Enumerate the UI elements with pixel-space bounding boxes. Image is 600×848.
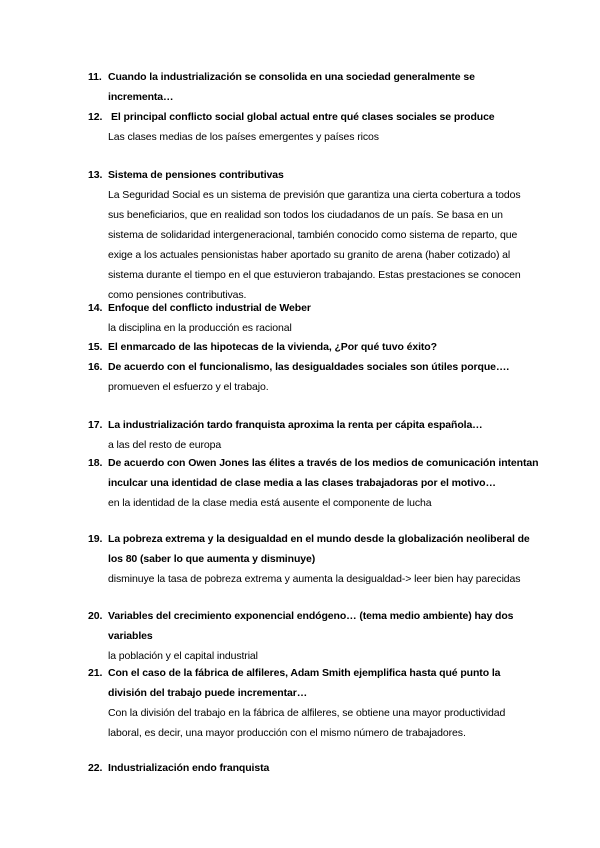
answer-text: en la identidad de la clase media está ausente el componente de lucha bbox=[108, 497, 432, 509]
answer-text: la disciplina en la producción es racional bbox=[108, 322, 292, 334]
question-19 bbox=[0, 529, 600, 589]
question-number: 15. bbox=[88, 341, 103, 353]
question-12 bbox=[0, 107, 600, 147]
question-number: 17. bbox=[88, 419, 103, 431]
question-15 bbox=[0, 337, 600, 357]
question-text: De acuerdo con Owen Jones las élites a través de los medios de comunicación intentan inculcar una identidad de clase media a las clases trabajadoras por el motivo… bbox=[108, 457, 539, 489]
question-11 bbox=[0, 67, 600, 107]
question-number: 22. bbox=[88, 762, 103, 774]
question-20 bbox=[0, 606, 600, 666]
question-number: 11. bbox=[88, 71, 102, 83]
question-14 bbox=[0, 298, 600, 338]
question-18 bbox=[0, 453, 600, 513]
answer-text: promueven el esfuerzo y el trabajo. bbox=[108, 381, 269, 393]
question-text: La industrialización tardo franquista aproxima la renta per cápita española… bbox=[108, 419, 483, 431]
question-text: Enfoque del conflicto industrial de Weber bbox=[108, 302, 311, 314]
question-text: El enmarcado de las hipotecas de la vivienda, ¿Por qué tuvo éxito? bbox=[108, 341, 437, 353]
question-number: 21. bbox=[88, 667, 103, 679]
answer-text: la población y el capital industrial bbox=[108, 650, 258, 662]
question-number: 14. bbox=[88, 302, 103, 314]
question-number: 19. bbox=[88, 533, 103, 545]
question-text: Cuando la industrialización se consolida en una sociedad generalmente se incrementa… bbox=[108, 71, 475, 103]
question-text: El principal conflicto social global actual entre qué clases sociales se produce bbox=[111, 111, 495, 123]
question-text: Con el caso de la fábrica de alfileres, Adam Smith ejemplifica hasta qué punto la división del trabajo puede incrementar… bbox=[108, 667, 501, 699]
question-22 bbox=[0, 758, 600, 778]
question-16 bbox=[0, 357, 600, 397]
question-number: 13. bbox=[88, 169, 103, 181]
question-17 bbox=[0, 415, 600, 455]
question-text: La pobreza extrema y la desigualdad en el mundo desde la globalización neoliberal de los 80 (saber lo que aumenta y disminuye) bbox=[108, 533, 530, 565]
answer-text: Con la división del trabajo en la fábrica de alfileres, se obtiene una mayor productividad laboral, es decir, una mayor producción con el mismo número de trabajadores. bbox=[108, 707, 506, 739]
answer-text: a las del resto de europa bbox=[108, 439, 222, 451]
question-text: De acuerdo con el funcionalismo, las desigualdades sociales son útiles porque…. bbox=[108, 361, 510, 373]
answer-text: disminuye la tasa de pobreza extrema y aumenta la desigualdad-> leer bien hay parecidas bbox=[108, 573, 521, 585]
question-21 bbox=[0, 663, 600, 743]
question-number: 12. bbox=[88, 111, 103, 123]
answer-text: La Seguridad Social es un sistema de previsión que garantiza una cierta cobertura a todos sus beneficiarios, que en realidad son todos los ciudadanos de un país. Se basa en un sistema de solidaridad intergeneracional, también conocido como sistema de reparto, que exige a los actuales pensionistas haber aportado su granito de arena (haber cotizado) al sistema durante el tiempo en el que estuvieron trabajando. Estas prestaciones se conocen como pensiones contributivas. bbox=[108, 189, 521, 301]
question-number: 20. bbox=[88, 610, 103, 622]
question-number: 16. bbox=[88, 361, 103, 373]
question-text: Industrialización endo franquista bbox=[108, 762, 270, 774]
question-text: Sistema de pensiones contributivas bbox=[108, 169, 284, 181]
question-13 bbox=[0, 165, 600, 305]
question-text: Variables del crecimiento exponencial endógeno… (tema medio ambiente) hay dos variables bbox=[108, 610, 514, 642]
answer-text: Las clases medias de los países emergentes y países ricos bbox=[108, 131, 379, 143]
question-number: 18. bbox=[88, 457, 103, 469]
